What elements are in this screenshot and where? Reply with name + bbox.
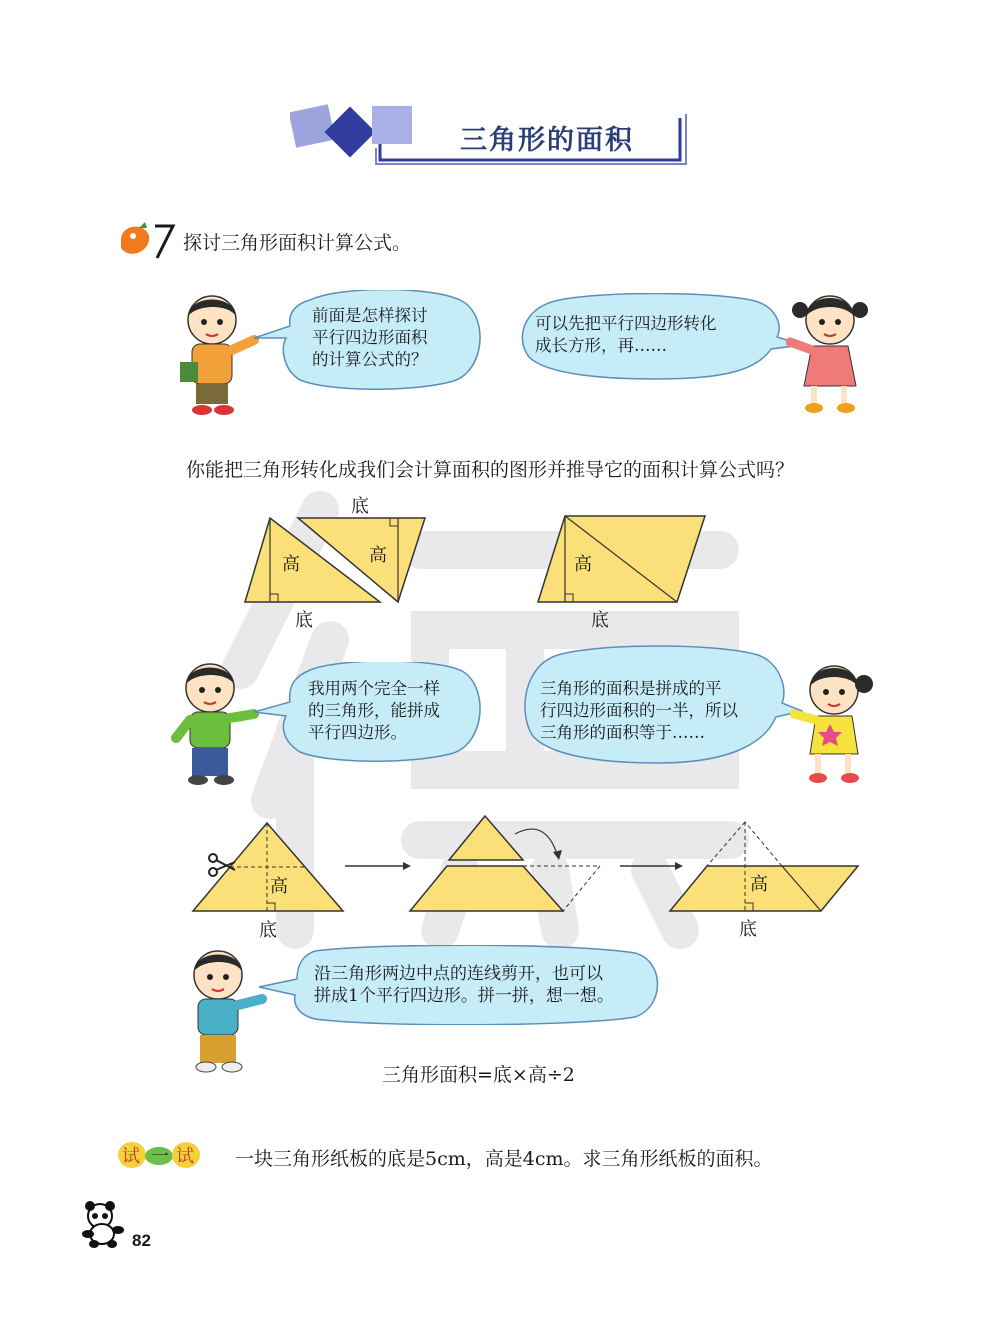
page-number: 82 bbox=[132, 1231, 151, 1250]
label-base-triangle: 底 bbox=[259, 920, 277, 941]
try-it-char-1: 试 bbox=[122, 1146, 140, 1167]
section-number-icon bbox=[115, 218, 177, 262]
label-base-result: 底 bbox=[739, 919, 757, 940]
bubble-boy-1-text: 前面是怎样探讨 平行四边形面积 的计算公式的？ bbox=[312, 306, 428, 369]
bubble-girl-2-text: 三角形的面积是拼成的平 行四边形面积的一半，所以 三角形的面积等于…… bbox=[540, 679, 738, 742]
bubble-boy-3-text: 沿三角形两边中点的连线剪开，也可以 拼成1个平行四边形。拼一拼，想一想。 bbox=[314, 964, 614, 1006]
bubble-boy-2-text: 我用两个完全一样 的三角形，能拼成 平行四边形。 bbox=[308, 679, 440, 742]
try-it-char-3: 试 bbox=[176, 1146, 194, 1167]
area-formula: 三角形面积=底×高÷2 bbox=[382, 1064, 575, 1086]
panda-icon bbox=[80, 1200, 130, 1250]
label-height-triangle: 高 bbox=[270, 876, 288, 897]
try-it-badge bbox=[118, 1140, 200, 1170]
label-base-top: 底 bbox=[351, 496, 369, 517]
question-text: 你能把三角形转化成我们会计算面积的图形并推导它的面积计算公式吗？ bbox=[186, 459, 795, 481]
boy-character-icon bbox=[170, 658, 260, 788]
girl-character-icon bbox=[786, 288, 876, 418]
midline-cut-diagram bbox=[185, 808, 875, 918]
section-instruction: 探讨三角形面积计算公式。 bbox=[183, 232, 412, 254]
try-it-char-2: 一 bbox=[151, 1146, 169, 1167]
label-height-parallelogram: 高 bbox=[574, 554, 592, 575]
girl-character-icon bbox=[790, 658, 880, 788]
label-base-bottom: 底 bbox=[295, 610, 313, 631]
label-height-right: 高 bbox=[369, 545, 387, 566]
label-base-parallelogram: 底 bbox=[591, 610, 609, 631]
label-height-left: 高 bbox=[282, 554, 300, 575]
label-height-result: 高 bbox=[750, 874, 768, 895]
boy-character-icon bbox=[172, 290, 262, 420]
bubble-girl-1-text: 可以先把平行四边形转化 成长方形，再…… bbox=[535, 314, 717, 355]
try-it-text: 一块三角形纸板的底是5cm，高是4cm。求三角形纸板的面积。 bbox=[235, 1148, 773, 1170]
page-title: 三角形的面积 bbox=[460, 125, 634, 156]
